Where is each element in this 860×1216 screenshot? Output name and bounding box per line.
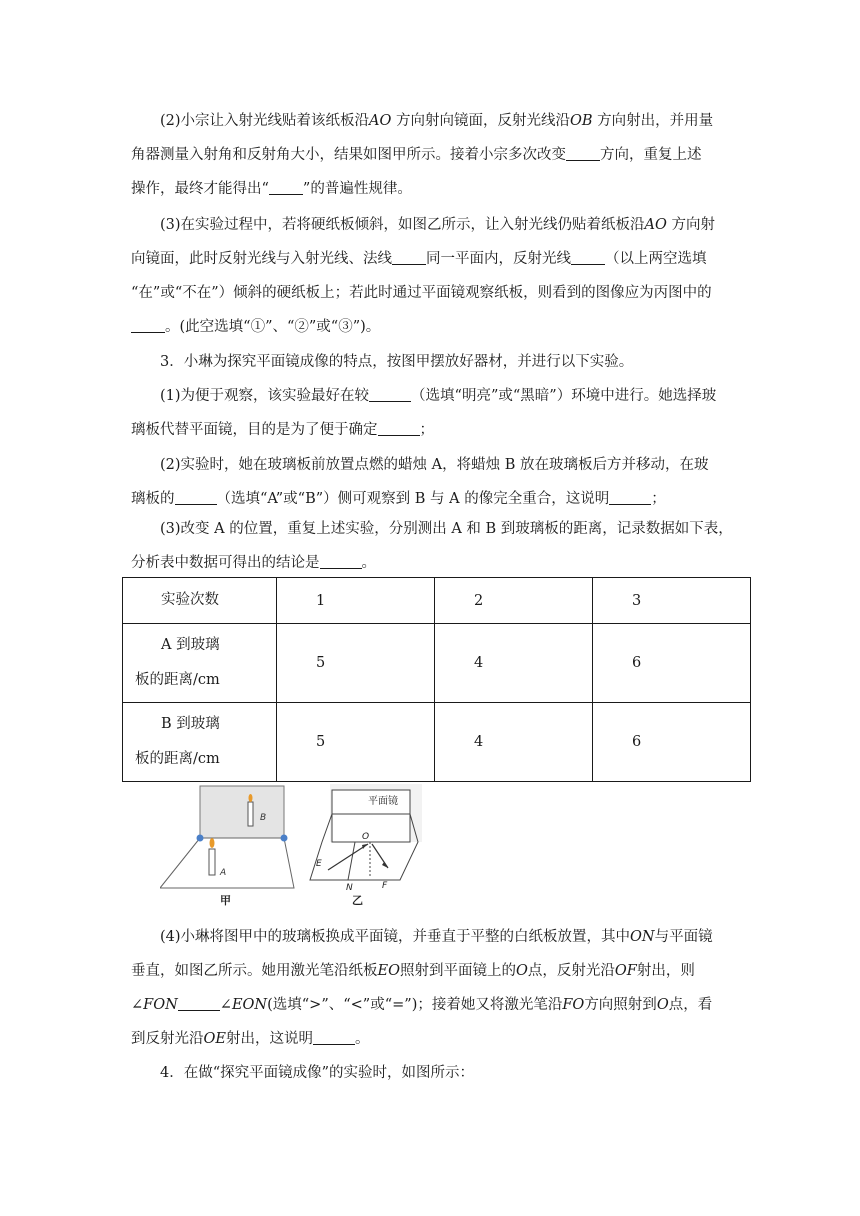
label-o: O (362, 832, 370, 842)
label-n: N (346, 883, 353, 893)
text: 方向射 (671, 217, 716, 233)
candle-b-label: B (260, 813, 267, 823)
answer-blank[interactable] (131, 316, 165, 333)
text-eo: EO (377, 963, 400, 979)
answer-blank[interactable] (378, 419, 420, 436)
text-eon: ∠EON (219, 997, 268, 1013)
text: 射出，则 (636, 963, 695, 979)
text: ； (651, 491, 666, 507)
q2-part3 (131, 208, 731, 344)
text-ob: OB (570, 113, 593, 129)
text: 3．小琳为探究平面镜成像的特点，按图甲摆放好器材，并进行以下实验。 (160, 354, 634, 370)
text: (选填“>”、“<”或“=”)；接着她又将激光笔沿 (267, 997, 563, 1013)
text: 板的距离/cm (135, 672, 220, 688)
answer-blank[interactable] (175, 488, 217, 505)
q2-part2 (131, 104, 731, 206)
text: 照射到平面镜上的 (399, 963, 516, 979)
answer-blank[interactable] (566, 144, 600, 161)
text: 点，反射光沿 (527, 963, 615, 979)
q3-stem (131, 345, 731, 379)
answer-blank[interactable] (609, 488, 651, 505)
table-row (123, 578, 751, 624)
text: ； (419, 422, 434, 438)
text: 。(此空选填“①”、“②”或“③”)。 (165, 319, 381, 335)
text: A 到玻璃 (161, 637, 220, 653)
text: （选填“A”或“B”）侧可观察到 B 与 A 的像完全重合，这说明 (216, 491, 610, 507)
text: 璃板的 (131, 491, 175, 507)
answer-blank[interactable] (313, 1028, 355, 1045)
candle-b (248, 802, 253, 826)
text: 到反射光沿 (131, 1031, 204, 1047)
text: 向镜面，此时反射光线与入射光线、法线 (131, 251, 392, 267)
table-cell: 5 (277, 703, 435, 782)
text: 操作，最终才能得出“ (131, 181, 269, 197)
text: (4)小琳将图甲中的玻璃板换成平面镜，并垂直于平整的白纸板放置，其中 (160, 929, 631, 945)
mirror-label: 平面镜 (368, 796, 398, 807)
table-header-cell: 1 (277, 578, 435, 624)
figure-jia (160, 786, 294, 906)
label-f: F (382, 881, 388, 891)
answer-blank[interactable] (269, 178, 303, 195)
figure-caption-yi: 乙 (352, 894, 363, 906)
text-oe: OE (203, 1031, 226, 1047)
text: 方向射向镜面，反射光线沿 (396, 113, 571, 129)
text: （选填“明亮”或“黑暗”）环境中进行。她选择玻 (411, 388, 717, 404)
answer-blank[interactable] (392, 248, 426, 265)
answer-blank[interactable] (369, 385, 411, 402)
table-row (123, 624, 751, 703)
text: B 到玻璃 (161, 716, 220, 732)
table-cell: 6 (593, 624, 751, 703)
text-o: O (515, 963, 528, 979)
text: 方向照射到 (584, 997, 657, 1013)
text-ao: AO (369, 113, 392, 129)
answer-blank[interactable] (178, 994, 220, 1011)
text: ”的普遍性规律。 (302, 181, 412, 197)
text: 与平面镜 (654, 929, 713, 945)
q3-part2 (131, 448, 731, 516)
text-ao: AO (644, 217, 667, 233)
candle-b-flame (249, 794, 253, 802)
text: 4．在做“探究平面镜成像”的实验时，如图所示： (160, 1065, 475, 1081)
text: 板的距离/cm (135, 751, 220, 767)
figure-yi (310, 784, 422, 906)
text: “在”或“不在”）倾斜的硬纸板上；若此时通过平面镜观察纸板，则看到的图像应为丙图中的 (131, 285, 712, 301)
text: 分析表中数据可得出的结论是 (131, 555, 320, 571)
table-cell: 5 (277, 624, 435, 703)
text: (2)实验时，她在玻璃板前放置点燃的蜡烛 A，将蜡烛 B 放在玻璃板后方并移动，在玻 (160, 457, 709, 473)
candle-a (209, 849, 215, 875)
text: 同一平面内，反射光线 (426, 251, 571, 267)
table-cell: 6 (593, 703, 751, 782)
table-row (123, 703, 751, 782)
candle-a-label: A (220, 868, 227, 878)
text: (3)改变 A 的位置，重复上述实验，分别测出 A 和 B 到玻璃板的距离，记录数据如下表， (160, 521, 733, 537)
row-label-a (123, 624, 277, 703)
text: （以上两空选填 (605, 251, 707, 267)
q4-stem (131, 1056, 731, 1090)
corner-marker (281, 835, 288, 842)
figure-caption-jia: 甲 (220, 894, 231, 906)
table-header-cell: 2 (435, 578, 593, 624)
text-fon: ∠FON (131, 997, 178, 1013)
text: 点，看 (668, 997, 713, 1013)
corner-marker (197, 835, 204, 842)
text: (2)小宗让入射光线贴着该纸板沿 (160, 113, 370, 129)
row-label-b (123, 703, 277, 782)
q3-part3 (131, 512, 731, 580)
incident-ray (328, 844, 368, 870)
glass-plate (200, 786, 284, 838)
label-e: E (316, 859, 322, 869)
text: 。 (354, 1031, 370, 1047)
q3-part4 (131, 920, 731, 1056)
text: 方向射出，并用量 (597, 113, 714, 129)
candle-a-flame (210, 838, 215, 848)
table-cell: 4 (435, 624, 593, 703)
table-header-cell: 3 (593, 578, 751, 624)
text: 垂直，如图乙所示。她用激光笔沿纸板 (131, 963, 378, 979)
experiment-figures (160, 784, 422, 906)
q3-part1 (131, 379, 731, 447)
distance-table (122, 577, 751, 782)
text-o: O (656, 997, 669, 1013)
table-cell: 4 (435, 703, 593, 782)
text: (1)为便于观察，该实验最好在较 (160, 388, 370, 404)
text-fo: FO (562, 997, 585, 1013)
text: 射出，这说明 (225, 1031, 313, 1047)
answer-blank[interactable] (320, 552, 362, 569)
text-on: ON (630, 929, 655, 945)
text: 角器测量入射角和反射角大小，结果如图甲所示。接着小宗多次改变 (131, 147, 566, 163)
text: 方向，重复上述 (600, 147, 702, 163)
answer-blank[interactable] (571, 248, 605, 265)
text: 。 (361, 555, 376, 571)
table-header-cell: 实验次数 (123, 578, 277, 624)
text: (3)在实验过程中，若将硬纸板倾斜，如图乙所示，让入射光线仍贴着纸板沿 (160, 217, 645, 233)
text-of: OF (614, 963, 637, 979)
text: 璃板代替平面镜，目的是为了便于确定 (131, 422, 378, 438)
